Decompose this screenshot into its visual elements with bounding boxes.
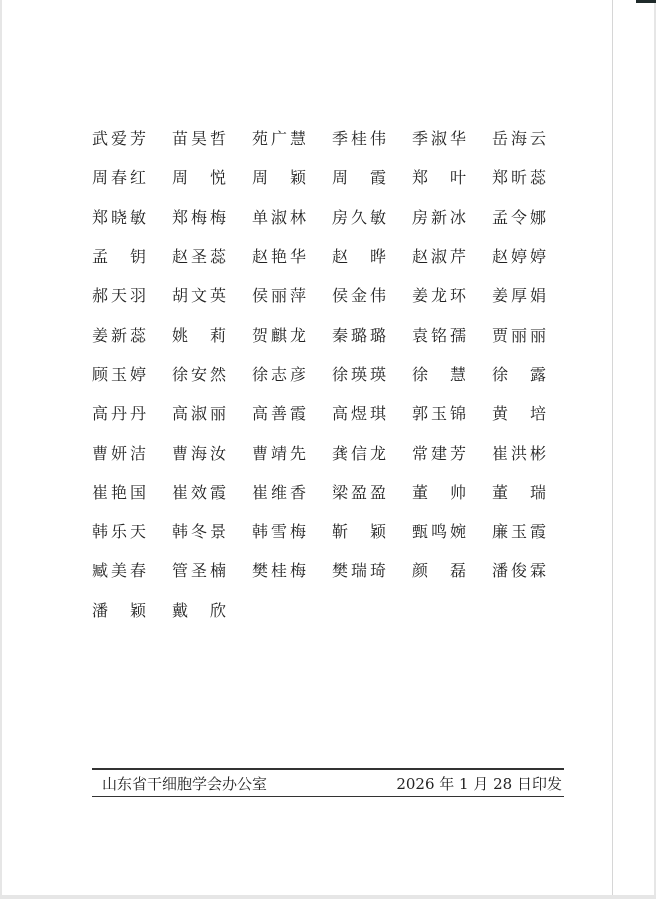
- name-entry: 崔 艳 国: [92, 482, 146, 502]
- name-entry: 高 丹 丹: [92, 404, 146, 424]
- name-entry: 贾 丽 丽: [492, 325, 546, 345]
- name-entry: 韩 雪 梅: [252, 522, 306, 542]
- name-entry: 徐 安 然: [172, 364, 226, 384]
- name-entry: 韩 冬 景: [172, 522, 226, 542]
- name-entry: 潘 颖: [92, 600, 146, 620]
- name-entry: 戴 欣: [172, 600, 226, 620]
- name-row: [92, 157, 572, 196]
- name-entry: 周 颖: [252, 168, 306, 188]
- name-entry: 靳 颖: [332, 522, 386, 542]
- name-entry: 黄 培: [492, 404, 546, 424]
- name-entry: 崔 洪 彬: [492, 443, 546, 463]
- name-entry: 梁 盈 盈: [332, 482, 386, 502]
- footer-rule-top: [92, 768, 564, 770]
- name-entry: 曹 海 汝: [172, 443, 226, 463]
- name-entry: 武 爱 芳: [92, 129, 146, 149]
- name-row: [92, 118, 572, 157]
- name-row: [92, 354, 572, 393]
- name-entry: 苗 昊 哲: [172, 129, 226, 149]
- name-entry: 管 圣 楠: [172, 561, 226, 581]
- name-entry: 韩 乐 天: [92, 522, 146, 542]
- name-entry: 赵 晔: [332, 247, 386, 267]
- name-entry: 郭 玉 锦: [412, 404, 466, 424]
- name-entry: 姜 新 蕊: [92, 325, 146, 345]
- name-entry: 岳 海 云: [492, 129, 546, 149]
- name-entry: 姜 厚 娟: [492, 286, 546, 306]
- name-entry: 姚 莉: [172, 325, 226, 345]
- name-entry: 房 久 敏: [332, 207, 386, 227]
- name-entry: 徐 慧: [412, 364, 466, 384]
- name-entry: 赵 婷 婷: [492, 247, 546, 267]
- name-row: [92, 197, 572, 236]
- name-row: [92, 236, 572, 275]
- scan-corner-mark: [636, 0, 656, 3]
- name-entry: 单 淑 林: [252, 207, 306, 227]
- name-row: [92, 314, 572, 353]
- name-entry: 周 春 红: [92, 168, 146, 188]
- name-entry: 赵 艳 华: [252, 247, 306, 267]
- document-page: [2, 0, 654, 895]
- name-entry: 曹 靖 先: [252, 443, 306, 463]
- name-entry: 徐 露: [492, 364, 546, 384]
- name-entry: 樊 桂 梅: [252, 561, 306, 581]
- name-row: [92, 275, 572, 314]
- scan-artifact-line: [612, 0, 613, 895]
- name-row: [92, 393, 572, 432]
- name-row: [92, 550, 572, 589]
- name-entry: 赵 淑 芹: [412, 247, 466, 267]
- name-row: [92, 472, 572, 511]
- name-entry: 孟 钥: [92, 247, 146, 267]
- name-entry: 潘 俊 霖: [492, 561, 546, 581]
- name-entry: 徐 志 彦: [252, 364, 306, 384]
- name-entry: 房 新 冰: [412, 207, 466, 227]
- name-entry: 顾 玉 婷: [92, 364, 146, 384]
- name-entry: 侯 丽 萍: [252, 286, 306, 306]
- footer-date: 2026 年 1 月 28 日印发: [396, 774, 562, 793]
- name-entry: 甄 鸣 婉: [412, 522, 466, 542]
- name-entry: 郑 梅 梅: [172, 207, 226, 227]
- name-entry: 龚 信 龙: [332, 443, 386, 463]
- footer-rule-bottom: [92, 796, 564, 797]
- name-list: [92, 118, 572, 629]
- name-entry: 郑 晓 敏: [92, 207, 146, 227]
- name-entry: 赵 圣 蕊: [172, 247, 226, 267]
- name-entry: 高 善 霞: [252, 404, 306, 424]
- name-entry: 周 悦: [172, 168, 226, 188]
- name-entry: 胡 文 英: [172, 286, 226, 306]
- name-entry: 曹 妍 洁: [92, 443, 146, 463]
- name-entry: 廉 玉 霞: [492, 522, 546, 542]
- name-entry: 崔 维 香: [252, 482, 306, 502]
- name-entry: 郑 昕 蕊: [492, 168, 546, 188]
- name-entry: 季 淑 华: [412, 129, 466, 149]
- name-row: [92, 590, 572, 629]
- name-row: [92, 511, 572, 550]
- name-entry: 常 建 芳: [412, 443, 466, 463]
- name-entry: 郝 天 羽: [92, 286, 146, 306]
- name-entry: 孟 令 娜: [492, 207, 546, 227]
- footer: [102, 772, 562, 794]
- name-entry: 高 煜 琪: [332, 404, 386, 424]
- name-entry: 季 桂 伟: [332, 129, 386, 149]
- name-entry: 颜 磊: [412, 561, 466, 581]
- name-entry: 樊 瑞 琦: [332, 561, 386, 581]
- name-entry: 臧 美 春: [92, 561, 146, 581]
- name-entry: 姜 龙 环: [412, 286, 466, 306]
- name-entry: 周 霞: [332, 168, 386, 188]
- name-entry: 郑 叶: [412, 168, 466, 188]
- name-entry: 高 淑 丽: [172, 404, 226, 424]
- name-entry: 徐 瑛 瑛: [332, 364, 386, 384]
- name-entry: 苑 广 慧: [252, 129, 306, 149]
- name-row: [92, 432, 572, 471]
- name-entry: 董 瑞: [492, 482, 546, 502]
- name-entry: 贺 麒 龙: [252, 325, 306, 345]
- name-entry: 崔 效 霞: [172, 482, 226, 502]
- name-entry: 秦 璐 璐: [332, 325, 386, 345]
- footer-issuer: 山东省干细胞学会办公室: [102, 774, 268, 793]
- name-entry: 袁 铭 孺: [412, 325, 466, 345]
- name-entry: 侯 金 伟: [332, 286, 386, 306]
- name-entry: 董 帅: [412, 482, 466, 502]
